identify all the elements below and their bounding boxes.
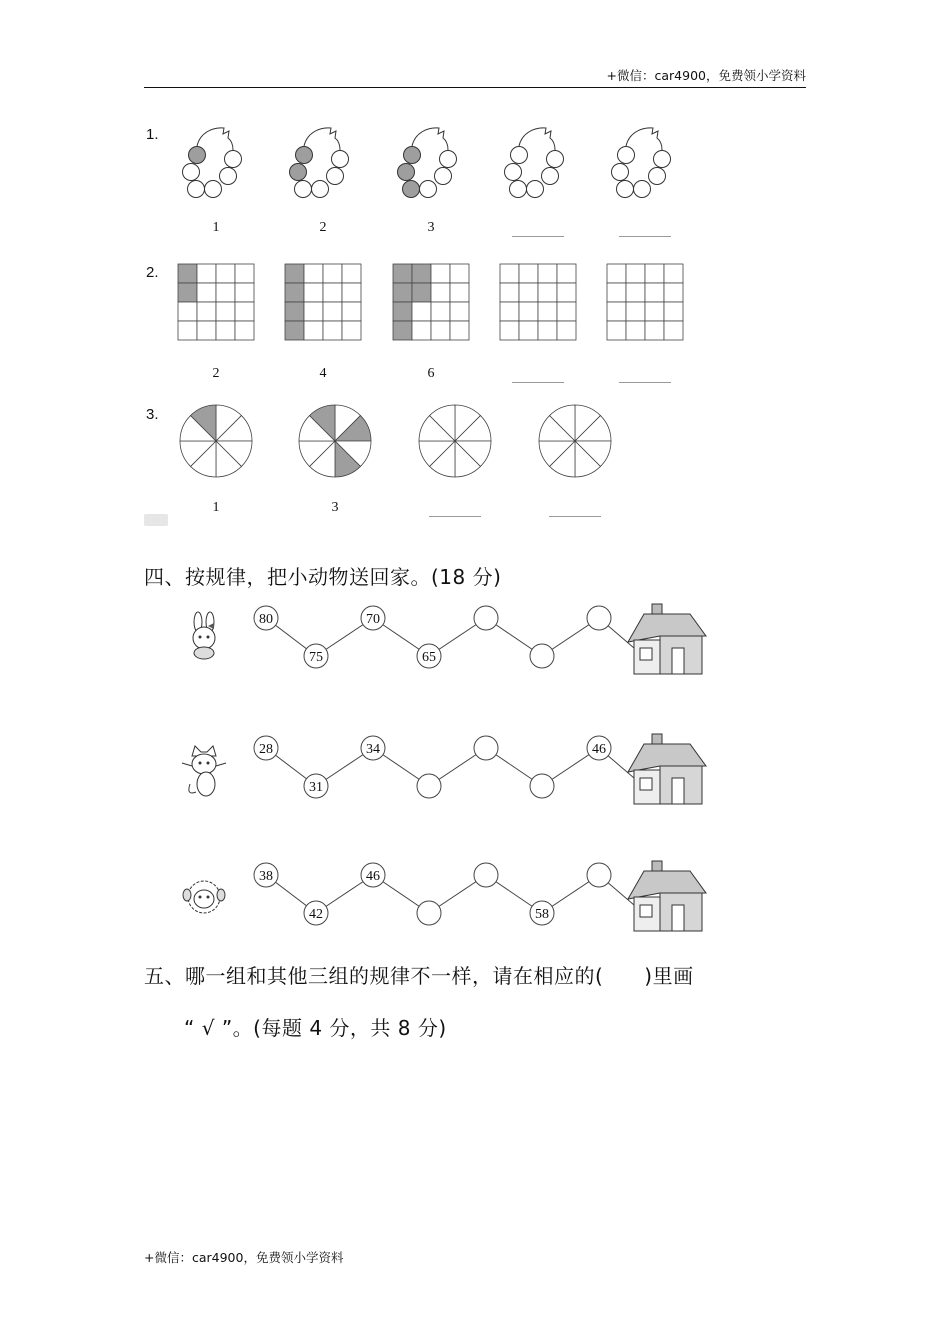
number-bubble[interactable]: [587, 863, 611, 887]
answer-blank[interactable]: [512, 236, 564, 237]
grid-cell: [500, 302, 519, 321]
grid-cell: [216, 264, 235, 283]
grid-figure: [605, 262, 685, 342]
number-bubble[interactable]: [474, 606, 498, 630]
grid-cell-shaded: [178, 283, 197, 302]
number-bubble: [587, 736, 611, 760]
grid-cell-shaded: [393, 283, 412, 302]
number-bubble: [254, 736, 278, 760]
bead-shaded: [398, 164, 415, 181]
grid-cell: [607, 264, 626, 283]
house-icon: [628, 734, 706, 804]
bubble-value: 46: [592, 742, 606, 757]
bubble-value: 42: [309, 907, 323, 922]
bead-shaded: [290, 164, 307, 181]
grid-cell: [500, 264, 519, 283]
grid-cell: [197, 302, 216, 321]
bead: [547, 151, 564, 168]
bead: [312, 181, 329, 198]
grid-cell: [197, 264, 216, 283]
number-bubble[interactable]: [417, 774, 441, 798]
grid-cell: [304, 321, 323, 340]
grid-cell: [626, 283, 645, 302]
bead-shaded: [296, 147, 313, 164]
bubble-value: 31: [309, 780, 323, 795]
bead-string-figure: [386, 120, 476, 205]
grid-cell: [178, 302, 197, 321]
sheep-icon: [183, 881, 225, 913]
q2-caption: 6: [427, 366, 435, 381]
number-bubble: [254, 863, 278, 887]
bead: [205, 181, 222, 198]
q2-number: 2.: [146, 264, 159, 281]
bead: [295, 181, 312, 198]
grid-cell: [557, 264, 576, 283]
grid-cell: [412, 321, 431, 340]
rabbit-icon: [193, 612, 215, 659]
number-path-row: [170, 730, 730, 820]
grid-cell: [450, 264, 469, 283]
bead: [542, 168, 559, 185]
grid-cell: [431, 302, 450, 321]
number-bubble[interactable]: [474, 736, 498, 760]
grid-figure: [176, 262, 256, 342]
grid-cell: [431, 264, 450, 283]
grid-cell: [197, 321, 216, 340]
grid-cell: [538, 264, 557, 283]
grid-cell: [664, 264, 683, 283]
grid-cell: [450, 302, 469, 321]
bead-string-figure: [600, 120, 690, 205]
bubble-value: 38: [259, 869, 273, 884]
bead-shaded: [403, 181, 420, 198]
grid-cell: [557, 321, 576, 340]
sector-circle-figure: [415, 401, 495, 481]
number-bubble: [417, 644, 441, 668]
bead: [188, 181, 205, 198]
grid-cell: [431, 321, 450, 340]
bead: [654, 151, 671, 168]
section5-title-line2: “ √ ”。(每题 4 分，共 8 分): [184, 1016, 447, 1040]
bubble-value: 58: [535, 907, 549, 922]
grid-cell-shaded: [285, 302, 304, 321]
grid-cell: [235, 283, 254, 302]
number-bubble[interactable]: [530, 644, 554, 668]
q1-caption: 2: [319, 220, 327, 235]
q1-number: 1.: [146, 126, 159, 143]
number-path-row: [170, 600, 730, 690]
bead: [327, 168, 344, 185]
bead: [510, 181, 527, 198]
grid-cell: [431, 283, 450, 302]
grid-cell: [304, 264, 323, 283]
grid-cell: [557, 302, 576, 321]
grid-cell-shaded: [393, 321, 412, 340]
number-bubble: [304, 774, 328, 798]
answer-blank[interactable]: [549, 516, 601, 517]
grid-cell-shaded: [178, 264, 197, 283]
bead: [612, 164, 629, 181]
number-bubble: [304, 644, 328, 668]
grid-cell: [607, 321, 626, 340]
q1-caption: 1: [212, 220, 220, 235]
grid-cell: [304, 302, 323, 321]
grid-cell-shaded: [393, 302, 412, 321]
grid-cell: [500, 321, 519, 340]
number-bubble: [530, 901, 554, 925]
bead-shaded: [404, 147, 421, 164]
grid-cell: [216, 321, 235, 340]
grid-cell: [235, 302, 254, 321]
bead: [617, 181, 634, 198]
answer-blank[interactable]: [512, 382, 564, 383]
q1-caption: 3: [427, 220, 435, 235]
bubble-value: 75: [309, 650, 323, 665]
grid-cell: [664, 321, 683, 340]
grid-cell-shaded: [393, 264, 412, 283]
bead: [332, 151, 349, 168]
number-bubble[interactable]: [530, 774, 554, 798]
bead: [420, 181, 437, 198]
number-bubble: [304, 901, 328, 925]
bubble-value: 28: [259, 742, 273, 757]
footer-note: +微信：car4900，免费领小学资料: [144, 1250, 344, 1265]
number-bubble: [361, 606, 385, 630]
number-bubble[interactable]: [474, 863, 498, 887]
bubble-value: 46: [366, 869, 380, 884]
grid-cell: [304, 283, 323, 302]
cat-icon: [182, 746, 226, 796]
grid-cell: [500, 283, 519, 302]
grid-cell: [645, 264, 664, 283]
grid-cell: [342, 302, 361, 321]
grid-cell-shaded: [285, 283, 304, 302]
grid-figure: [498, 262, 578, 342]
grid-cell: [538, 283, 557, 302]
grid-cell-shaded: [412, 264, 431, 283]
bead: [511, 147, 528, 164]
grid-figure: [283, 262, 363, 342]
sector-circle-figure: [176, 401, 256, 481]
grid-cell: [645, 283, 664, 302]
number-bubble[interactable]: [417, 901, 441, 925]
grid-cell: [519, 302, 538, 321]
sector-circle-figure: [295, 401, 375, 481]
grid-cell: [538, 302, 557, 321]
grid-cell: [607, 283, 626, 302]
number-bubble[interactable]: [587, 606, 611, 630]
bead-shaded: [189, 147, 206, 164]
header-note: +微信：car4900，免费领小学资料: [606, 68, 806, 83]
q3-caption: 1: [212, 500, 220, 515]
grid-cell: [557, 283, 576, 302]
bead: [183, 164, 200, 181]
grid-cell: [645, 321, 664, 340]
grid-cell-shaded: [285, 264, 304, 283]
bead: [649, 168, 666, 185]
grid-cell: [664, 283, 683, 302]
grid-cell: [626, 264, 645, 283]
grid-cell: [645, 302, 664, 321]
number-bubble: [361, 863, 385, 887]
bead-string-figure: [493, 120, 583, 205]
bead: [505, 164, 522, 181]
grid-cell: [216, 302, 235, 321]
house-icon: [628, 861, 706, 931]
grid-cell: [178, 321, 197, 340]
bubble-value: 80: [259, 612, 273, 627]
answer-blank[interactable]: [429, 516, 481, 517]
scan-smudge: [144, 514, 168, 526]
bead: [435, 168, 452, 185]
bead-string-figure: [278, 120, 368, 205]
header-rule: [144, 87, 806, 88]
bead-string-figure: [171, 120, 261, 205]
bubble-value: 34: [366, 742, 380, 757]
grid-cell: [342, 283, 361, 302]
number-path-row: [170, 857, 730, 947]
q3-caption: 3: [331, 500, 339, 515]
grid-cell: [235, 264, 254, 283]
section4-title: 四、按规律，把小动物送回家。(18 分): [144, 565, 502, 589]
bead: [527, 181, 544, 198]
grid-cell: [519, 283, 538, 302]
q2-caption: 2: [212, 366, 220, 381]
grid-cell: [519, 321, 538, 340]
grid-cell: [197, 283, 216, 302]
house-icon: [628, 604, 706, 674]
sector-circle-figure: [535, 401, 615, 481]
grid-cell: [412, 302, 431, 321]
number-bubble: [361, 736, 385, 760]
bead: [225, 151, 242, 168]
grid-cell: [664, 302, 683, 321]
bead: [618, 147, 635, 164]
grid-cell: [450, 283, 469, 302]
grid-cell: [323, 321, 342, 340]
grid-cell: [342, 264, 361, 283]
grid-cell: [235, 321, 254, 340]
grid-cell: [607, 302, 626, 321]
grid-cell: [538, 321, 557, 340]
grid-cell: [342, 321, 361, 340]
number-bubble: [254, 606, 278, 630]
grid-cell-shaded: [412, 283, 431, 302]
q3-number: 3.: [146, 406, 159, 423]
grid-cell: [323, 264, 342, 283]
grid-figure: [391, 262, 471, 342]
grid-cell: [323, 302, 342, 321]
answer-blank[interactable]: [619, 236, 671, 237]
bubble-value: 65: [422, 650, 436, 665]
bead: [440, 151, 457, 168]
section5-title-line1: 五、哪一组和其他三组的规律不一样，请在相应的( )里画: [144, 964, 694, 988]
grid-cell: [450, 321, 469, 340]
grid-cell: [216, 283, 235, 302]
answer-blank[interactable]: [619, 382, 671, 383]
grid-cell: [626, 321, 645, 340]
grid-cell: [626, 302, 645, 321]
grid-cell-shaded: [285, 321, 304, 340]
bead: [634, 181, 651, 198]
bead: [220, 168, 237, 185]
grid-cell: [323, 283, 342, 302]
grid-cell: [519, 264, 538, 283]
q2-caption: 4: [319, 366, 327, 381]
bubble-value: 70: [366, 612, 380, 627]
